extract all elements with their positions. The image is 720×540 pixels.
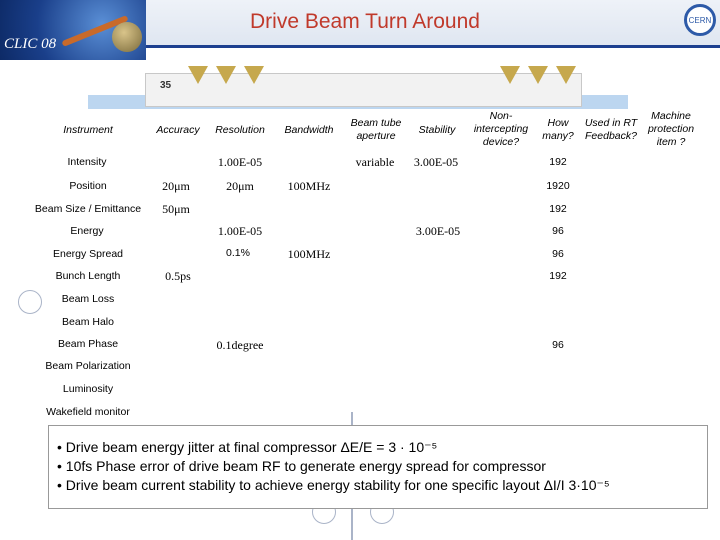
- col-header-rt-line: Used in RT: [584, 117, 638, 129]
- cell-how-many: 96: [552, 339, 564, 351]
- magnet-icon: [500, 66, 520, 84]
- col-header-aperture-line: aperture: [356, 130, 396, 142]
- cell-stability: 3.00E-05: [413, 155, 459, 169]
- cell-how-many: 1920: [546, 180, 570, 192]
- row-instrument: Intensity: [67, 156, 107, 168]
- cell-how-many: 192: [549, 270, 567, 282]
- col-header-how-line: How: [547, 117, 569, 129]
- row-instrument: Beam Polarization: [45, 360, 131, 372]
- note-line: • Drive beam energy jitter at final compressor ΔE/E = 3 · 10⁻⁵: [57, 439, 438, 455]
- clic-banner: [0, 0, 146, 60]
- cell-how-many: 192: [549, 156, 567, 168]
- row-instrument: Wakefield monitor: [46, 406, 130, 418]
- cern-logo-icon: [684, 4, 716, 36]
- cell-accuracy: 0.5ps: [165, 269, 191, 283]
- col-header-resolution: Resolution: [215, 124, 265, 136]
- cell-stability: 3.00E-05: [415, 224, 461, 238]
- cell-resolution: 1.00E-05: [217, 155, 263, 169]
- cell-accuracy: 50μm: [162, 202, 190, 216]
- col-header-accuracy: Accuracy: [156, 124, 200, 136]
- col-header-aperture: [351, 117, 402, 143]
- brand-label: CLIC 08: [4, 36, 57, 52]
- row-instrument: Luminosity: [62, 383, 114, 395]
- col-header-how-many: [542, 117, 574, 143]
- note-line: • 10fs Phase error of drive beam RF to generate energy spread for compressor: [57, 458, 546, 474]
- col-header-mp-line: protection: [647, 123, 695, 135]
- row-instrument: Position: [69, 180, 107, 192]
- col-header-mp-line: Machine: [651, 110, 691, 122]
- col-header-aperture-line: Beam tube: [350, 117, 402, 129]
- header-rule: [140, 45, 720, 48]
- col-header-rt-feedback: [585, 117, 637, 143]
- magnet-icon: [188, 66, 208, 84]
- col-header-nonint-line: intercepting: [473, 123, 529, 135]
- cell-bandwidth: 100MHz: [287, 179, 331, 193]
- cell-how-many: 96: [552, 248, 564, 260]
- magnet-icon: [244, 66, 264, 84]
- notes-box: [48, 425, 708, 509]
- col-header-nonintercepting: [474, 110, 528, 149]
- cell-resolution: 20μm: [226, 179, 254, 193]
- col-header-nonint-line: Non-: [489, 110, 513, 122]
- magnet-icon: [528, 66, 548, 84]
- col-header-rt-line: Feedback?: [585, 130, 637, 142]
- logo-text: CERN: [688, 15, 712, 25]
- cell-resolution: 0.1degree: [216, 338, 264, 352]
- cell-aperture: variable: [355, 155, 395, 169]
- schematic-axis-label: 35: [160, 80, 172, 91]
- col-header-how-line: many?: [542, 130, 574, 142]
- globe-icon: [112, 22, 142, 52]
- cell-how-many: 192: [549, 203, 567, 215]
- cell-bandwidth: 100MHz: [287, 247, 331, 261]
- schematic-line: [351, 508, 353, 540]
- magnet-icon: [556, 66, 576, 84]
- col-header-bandwidth: Bandwidth: [284, 124, 334, 136]
- col-header-stability: Stability: [418, 124, 456, 136]
- row-instrument: Bunch Length: [55, 270, 121, 282]
- cell-resolution: 1.00E-05: [217, 224, 263, 238]
- row-instrument: Beam Halo: [62, 316, 114, 328]
- row-instrument: Beam Phase: [57, 338, 119, 350]
- row-instrument: Beam Size / Emittance: [34, 203, 142, 215]
- cell-accuracy: 20μm: [162, 179, 190, 193]
- col-header-instrument: Instrument: [63, 124, 113, 136]
- col-header-nonint-line: device?: [482, 136, 520, 148]
- cell-resolution: 0.1%: [226, 247, 250, 259]
- loop-icon: [18, 290, 42, 314]
- col-header-mp-line: item ?: [656, 136, 686, 148]
- page-title: Drive Beam Turn Around: [250, 10, 480, 33]
- cell-how-many: 96: [552, 225, 564, 237]
- magnet-icon: [216, 66, 236, 84]
- row-instrument: Energy Spread: [52, 248, 124, 260]
- header: [0, 0, 720, 52]
- row-instrument: Beam Loss: [61, 293, 115, 305]
- col-header-machine-protection: [648, 110, 694, 149]
- note-line: • Drive beam current stability to achieve energy stability for one specific layout ΔI/I 3·10⁻⁵: [57, 477, 610, 493]
- row-instrument: Energy: [70, 225, 104, 237]
- schematic-line: [351, 412, 353, 426]
